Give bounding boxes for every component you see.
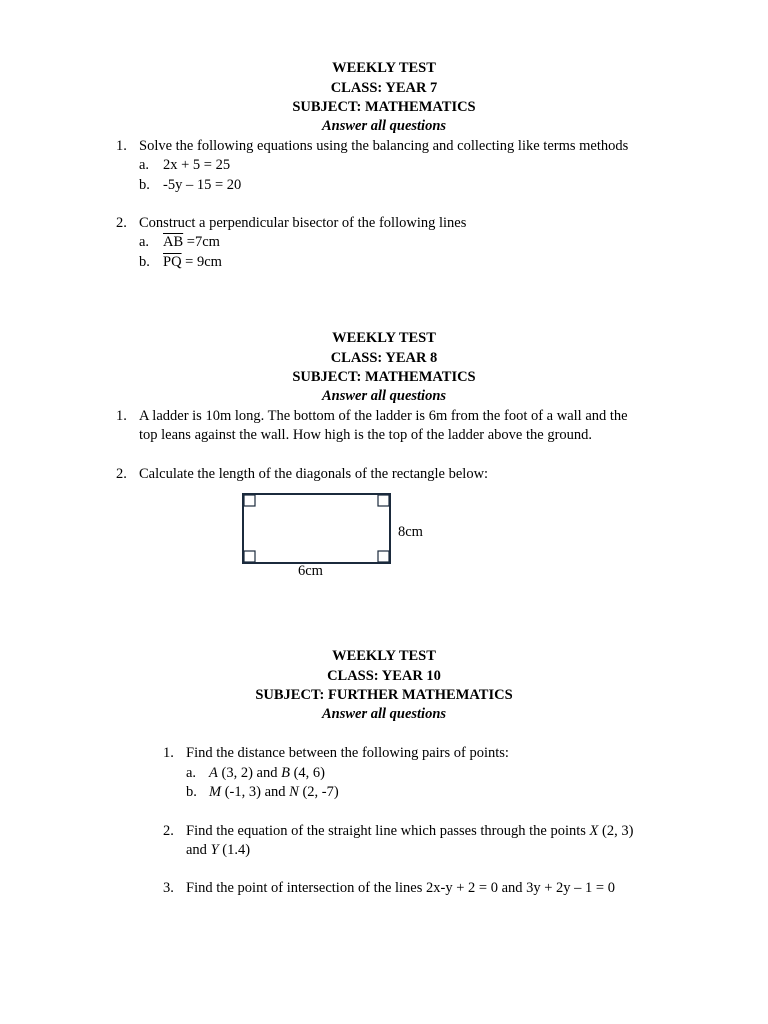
right-angle-top-left <box>244 495 255 506</box>
y7-q2-number: 2. <box>116 215 127 231</box>
y10-q2-line1 <box>186 822 633 842</box>
point-x-coords: (2, 3) <box>598 823 634 839</box>
y10-instruction: Answer all questions <box>321 706 447 722</box>
y7-q1a-text: 2x + 5 = 25 <box>163 157 231 173</box>
y8-class: CLASS: YEAR 8 <box>330 350 438 366</box>
y7-q1a-label: a. <box>139 157 150 173</box>
y8-q1-line1: A ladder is 10m long. The bottom of the ladder is 6m from the foot of a wall and the <box>139 408 628 424</box>
point-a: A <box>209 765 218 781</box>
y7-q2-text: Construct a perpendicular bisector of the following lines <box>139 215 467 231</box>
right-angle-top-right <box>378 495 389 506</box>
y7-q2b-label: b. <box>139 254 150 270</box>
point-m-coords: (-1, 3) and <box>221 784 290 800</box>
y7-q1b-label: b. <box>139 177 150 193</box>
y10-q1-number: 1. <box>163 745 174 761</box>
y10-q1b-item <box>209 783 339 803</box>
y10-q1b-label: b. <box>186 784 197 800</box>
point-x: X <box>589 823 599 839</box>
y10-q2-number: 2. <box>163 823 174 839</box>
y10-q2-line2 <box>186 841 250 861</box>
y8-subject: SUBJECT: MATHEMATICS <box>292 369 476 385</box>
point-y-coords: (1.4) <box>218 842 251 858</box>
y7-q2b-length: = 9cm <box>181 254 222 270</box>
y7-q2a-length: =7cm <box>183 234 220 250</box>
y8-q2-number: 2. <box>116 466 127 482</box>
y7-instruction: Answer all questions <box>321 118 447 134</box>
point-n: N <box>289 784 299 800</box>
rectangle-diagram <box>236 488 406 570</box>
point-m: M <box>209 784 222 800</box>
y7-class: CLASS: YEAR 7 <box>330 80 438 96</box>
point-n-coords: (2, -7) <box>298 784 339 800</box>
y7-subject: SUBJECT: MATHEMATICS <box>292 99 476 115</box>
y10-q2-text: Find the equation of the straight line which passes through the points <box>186 823 590 839</box>
segment-ab: $\overline{AB}$ <box>163 234 184 250</box>
rectangle-side-label: 8cm <box>398 524 423 540</box>
y10-class: CLASS: YEAR 10 <box>327 668 441 684</box>
y10-q1-text: Find the distance between the following pairs of points: <box>186 745 509 761</box>
y7-q2a-label: a. <box>139 234 150 250</box>
right-angle-bottom-left <box>244 551 255 562</box>
rectangle-bottom-label: 6cm <box>298 563 323 579</box>
point-b: B <box>281 765 290 781</box>
y7-q2b-item <box>163 253 222 273</box>
y8-q2-text: Calculate the length of the diagonals of the rectangle below: <box>139 466 489 482</box>
y7-title: WEEKLY TEST <box>332 60 436 76</box>
y8-instruction: Answer all questions <box>321 388 447 404</box>
point-a-coords: (3, 2) and <box>217 765 282 781</box>
y10-subject: SUBJECT: FURTHER MATHEMATICS <box>255 687 513 703</box>
rectangle-outline <box>243 494 390 563</box>
y7-q1-number: 1. <box>116 138 127 154</box>
segment-pq: $\overline{PQ}$ <box>163 254 182 270</box>
y10-q3-number: 3. <box>163 880 174 896</box>
right-angle-bottom-right <box>378 551 389 562</box>
y8-q1-line2: top leans against the wall. How high is the top of the ladder above the ground. <box>139 427 593 443</box>
y10-q2-and: and <box>186 842 211 858</box>
y10-q1a-label: a. <box>186 765 197 781</box>
y7-q1b-text: -5y – 15 = 20 <box>163 177 242 193</box>
y8-q1-number: 1. <box>116 408 127 424</box>
y10-q3-text: Find the point of intersection of the lines 2x-y + 2 = 0 and 3y + 2y – 1 = 0 <box>186 880 615 896</box>
y10-title: WEEKLY TEST <box>332 648 436 664</box>
point-b-coords: (4, 6) <box>289 765 325 781</box>
point-y: Y <box>210 842 219 858</box>
y7-q2a-item <box>163 233 220 253</box>
y10-q1a-item <box>209 764 325 784</box>
y7-q1-text: Solve the following equations using the balancing and collecting like terms methods <box>139 138 629 154</box>
y8-title: WEEKLY TEST <box>332 330 436 346</box>
